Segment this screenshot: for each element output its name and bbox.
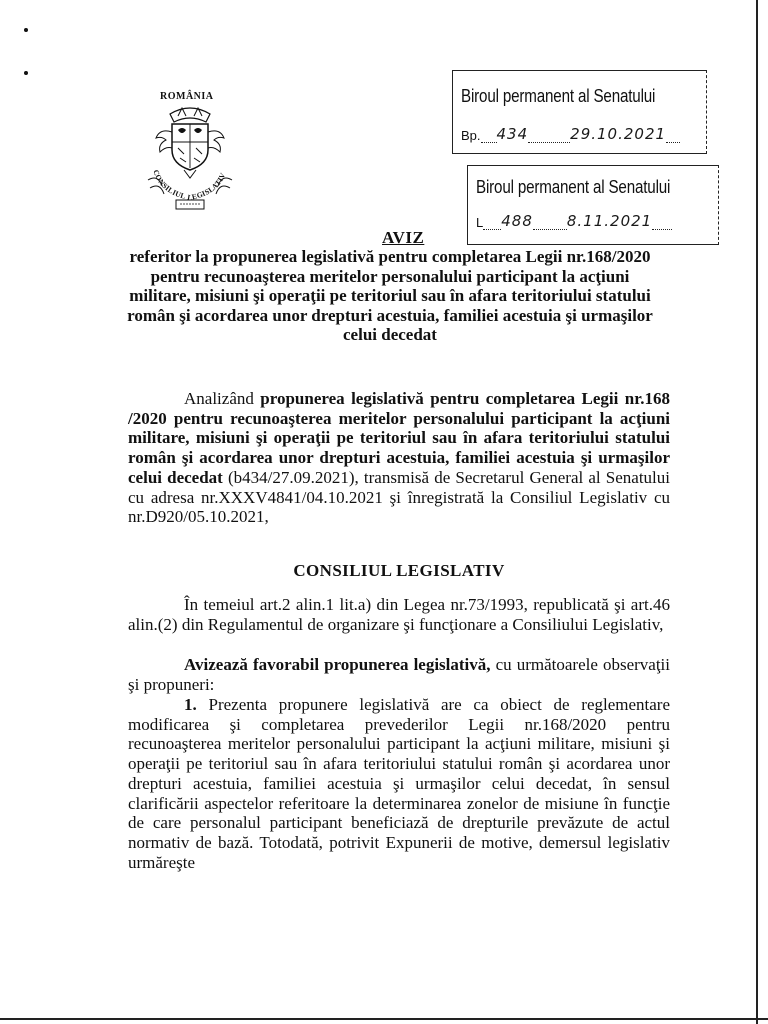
analiza-lead: Analizând [184, 389, 254, 408]
stamp-registration-line [461, 125, 680, 143]
scan-speck [24, 71, 28, 75]
stamp-prefix: Bp. [461, 128, 481, 143]
registration-stamp-bp [452, 70, 707, 154]
stamp-number: 434 [496, 125, 529, 143]
crest-country: ROMÂNIA [160, 91, 214, 102]
point-text: Prezenta propunere legislativă are ca obiect de reglementare modificarea şi completarea prevederilor Legii nr.168/2020 pentru recunoaşterea meritelor personalului participant la acţiuni militare, misiuni şi operaţii pe teritoriul sau în afara teritoriului statului român şi acordarea unor drepturi acestuia, familiei acestuia şi urmaşilor celui decedat, în sensul clarificării aspectelor referitoare la determinarea zonelor de misiune în funcţie de care personalul participant beneficiază de drepturile prevăzute de actul normativ de bază. Totodată, potrivit Expunerii de motive, demersul legislativ urmăreşte [128, 695, 671, 872]
scan-speck [24, 28, 28, 32]
stamp-number: 488 [501, 212, 533, 230]
crest-organization: CONSILIUL LEGISLATIV [151, 168, 228, 203]
stamp-title: Biroul permanent al Senatului [476, 176, 671, 197]
stamp-date: 29.10.2021 [570, 125, 667, 143]
stamp-registration-line [476, 212, 672, 230]
point-number: 1. [184, 695, 197, 714]
stamp-title: Biroul permanent al Senatului [461, 85, 656, 106]
document-subject: referitor la propunerea legislativă pentru completarea Legii nr.168/2020 pentru recunoaşterea meritelor personalului participant la acţiuni militare, misiuni şi operaţii pe teritoriul sau în afara teritoriului statului român şi acordarea unor drepturi acestuia, familiei acestuia şi urmaşilor celui decedat [127, 247, 653, 344]
coat-of-arms-icon [140, 102, 240, 212]
paragraph-point-1 [128, 695, 670, 872]
stamp-prefix: L [476, 215, 484, 230]
consiliu-heading: CONSILIUL LEGISLATIV [293, 561, 505, 580]
avizeaza-rest: cu următoarele observaţii şi propuneri: [128, 655, 670, 694]
avizeaza-bold: Avizează favorabil propunerea legislativă, [184, 655, 491, 674]
paragraph-temei: În temeiul art.2 alin.1 lit.a) din Legea nr.73/1993, republicată şi art.46 alin.(2) din Regulamentul de organizare şi funcţionare a Consiliului Legislativ, [128, 595, 670, 634]
analiza-rest: (b434/27.09.2021), transmisă de Secretarul General al Senatului cu adresa nr.XXXV4841/04.10.2021 şi înregistrată la Consiliul Legislativ cu nr.D920/05.10.2021, [128, 467, 670, 527]
paragraph-analiza [128, 389, 670, 527]
paragraph-avizeaza [128, 655, 670, 694]
document-title: AVIZ [382, 228, 425, 247]
page-edge-right [756, 0, 758, 1024]
stamp-date: 8.11.2021 [566, 212, 653, 230]
page-edge-bottom [0, 1018, 768, 1020]
registration-stamp-l [467, 165, 719, 245]
analiza-bold: propunerea legislativă pentru completarea Legii nr.168 /2020 pentru recunoaşterea meritelor personalului participant la acţiuni militare, misiuni şi operaţii pe teritoriul sau în afara teritoriului statului român şi acordarea unor drepturi acestuia, familiei acestuia şi urmaşilor celui decedat [128, 389, 670, 487]
